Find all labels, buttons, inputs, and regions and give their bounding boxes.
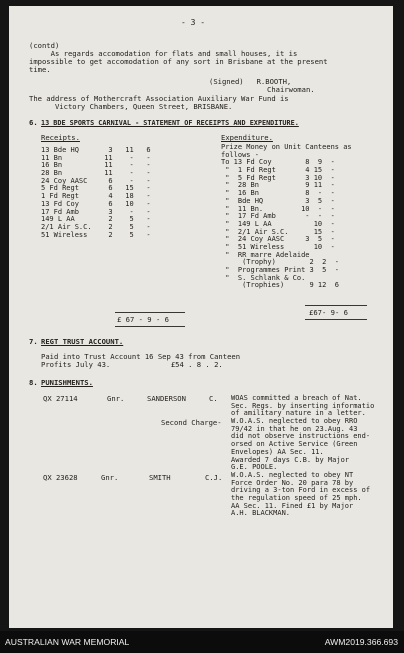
receipt-row: 13 Bde HQ 3 11 6 bbox=[41, 146, 151, 154]
receipt-row: 51 Wireless 2 5 - bbox=[41, 230, 151, 239]
expenditure-row: " 149 L AA 10 - bbox=[221, 219, 335, 228]
expenditure-row: " 16 Bn 8 - - bbox=[221, 189, 335, 198]
expenditure-row: " 2/1 Air S.C. 15 - bbox=[221, 227, 335, 236]
service-number: QX 27114 bbox=[43, 394, 78, 403]
charge-line: driving a 3-ton Ford in excess of bbox=[231, 486, 371, 495]
receipt-row: 16 Bn 11 - - bbox=[41, 161, 151, 170]
section-7-title: REGT TRUST ACCOUNT. bbox=[41, 337, 124, 346]
receipt-row: 5 Fd Regt 6 15 - bbox=[41, 184, 151, 193]
receipt-row: 11 Bn 11 - - bbox=[41, 153, 151, 162]
charge-line: AA Sec. 11. Fined £1 by Major bbox=[231, 501, 354, 510]
receipt-row: 28 Bn 11 - - bbox=[41, 169, 151, 178]
expenditure-row: To 13 Fd Coy 8 9 - bbox=[221, 158, 335, 167]
section-6-title: 13 BDE SPORTS CARNIVAL - STATEMENT OF RECEIPTS AND EXPENDITURE. bbox=[41, 119, 299, 127]
expenditure-row: " RR marre Adelaide bbox=[221, 250, 310, 259]
footer-accession-number: AWM2019.366.693 bbox=[324, 637, 398, 647]
section-7-number: 7. bbox=[29, 337, 38, 346]
address-line-2: Victory Chambers, Queen Street, BRISBANE. bbox=[29, 102, 233, 111]
expenditure-row: (Trophy) 2 2 - bbox=[221, 258, 340, 267]
address-line-1: The address of Mothercraft Association Auxiliary War Fund is bbox=[29, 94, 289, 103]
document-page bbox=[9, 6, 393, 628]
expenditure-row: " 51 Wireless 10 - bbox=[221, 242, 335, 251]
section-8-title: PUNISHMENTS. bbox=[41, 378, 93, 387]
expenditure-row: " 28 Bn 9 11 - bbox=[221, 181, 335, 190]
section-6-number: 6. bbox=[29, 118, 38, 127]
expenditure-row: " Programmes Print 3 5 - bbox=[221, 266, 340, 274]
initials: C. bbox=[209, 394, 218, 403]
receipt-row: 24 Coy AASC 6 - - bbox=[41, 176, 151, 185]
expenditure-row: " 24 Coy AASC 3 5 - bbox=[221, 235, 335, 244]
paragraph-line-1: As regards accomodation for flats and small houses, it is bbox=[29, 49, 298, 58]
receipts-rule-bottom bbox=[115, 326, 185, 327]
expenditure-rule-bottom bbox=[305, 319, 367, 320]
footer-credit: AUSTRALIAN WAR MEMORIAL bbox=[5, 637, 130, 647]
receipts-list bbox=[41, 147, 151, 239]
surname: SMITH bbox=[149, 473, 171, 482]
page-number: - 3 - bbox=[181, 18, 206, 27]
receipts-total: £ 67 - 9 - 6 bbox=[117, 315, 169, 324]
charge-line: did not observe instructions end- bbox=[231, 432, 371, 441]
receipt-row: 1 Fd Regt 4 18 - bbox=[41, 192, 151, 201]
charge-line: 79/42 in that he on 23.Aug. 43 bbox=[231, 424, 358, 433]
charge-line: Envelopes) AA Sec. 11. bbox=[231, 447, 324, 456]
receipt-row: 13 Fd Coy 6 10 - bbox=[41, 199, 151, 208]
charge-line: W.O.A.S. neglected to obey RRO bbox=[231, 417, 358, 426]
expenditure-row: " 17 Fd Amb - - - bbox=[221, 212, 335, 221]
receipts-rule-top bbox=[115, 312, 185, 313]
receipt-row: 2/1 Air S.C. 2 5 - bbox=[41, 222, 151, 231]
charge-line: A.H. BLACKMAN. bbox=[231, 509, 291, 518]
charge-line: WOAS committed a breach of Nat. bbox=[231, 394, 362, 402]
footer-bar bbox=[0, 631, 404, 653]
paragraph-line-3: time. bbox=[29, 65, 51, 74]
receipts-heading: Receipts. bbox=[41, 133, 80, 142]
receipt-row: 149 L AA 2 5 - bbox=[41, 215, 151, 224]
receipt-row: 17 Fd Amb 3 - - bbox=[41, 207, 151, 216]
rank: Gnr. bbox=[107, 394, 125, 403]
rank: Gnr. bbox=[101, 473, 119, 482]
surname: SANDERSON bbox=[147, 394, 186, 403]
charge-line: of amilitary nature in a letter. bbox=[231, 409, 366, 418]
section-8-number: 8. bbox=[29, 378, 38, 387]
charge-line: W.O.A.S. neglected to obey NT bbox=[231, 471, 354, 479]
section-7-line-1: Paid into Trust Account 16 Sep 43 from Canteen bbox=[41, 352, 241, 361]
expenditure-total: £67- 9- 6 bbox=[309, 308, 348, 317]
charge-label: Second Charge- bbox=[161, 418, 222, 427]
contd-label: (contd) bbox=[29, 41, 60, 50]
service-number: QX 23628 bbox=[43, 473, 78, 482]
signature-title: Chairwoman. bbox=[267, 85, 315, 94]
expenditure-row: " 11 Bn. 10 - - bbox=[221, 204, 335, 213]
expenditure-rule-top bbox=[305, 305, 367, 306]
expenditure-row: " 5 Fd Regt 3 10 - bbox=[221, 173, 335, 182]
expenditure-row: Prize Money on Unit Canteens as bbox=[221, 143, 352, 151]
expenditure-list bbox=[221, 144, 352, 290]
charge-line: orsed on Active Service (Green bbox=[231, 440, 358, 449]
charge-line: G.E. POOLE. bbox=[231, 463, 278, 472]
signature-line: (Signed) R.BOOTH, bbox=[209, 77, 292, 86]
section-7-line-2: Profits July 43. £54 . 8 . 2. bbox=[41, 360, 223, 369]
charge-line: Awarded 7 days C.B. by Major bbox=[231, 455, 350, 464]
paragraph-line-2: impossible to get accomodation of any sort in Brisbane at the present bbox=[29, 57, 328, 66]
expenditure-row: " S. Schlank & Co. bbox=[221, 273, 306, 282]
charge-details bbox=[231, 472, 370, 518]
expenditure-row: (Trophies) 9 12 6 bbox=[221, 281, 340, 290]
charge-line: Sec. Regs. by inserting informatio bbox=[231, 401, 375, 410]
initials: C.J. bbox=[205, 473, 223, 482]
expenditure-row: " 1 Fd Regt 4 15 - bbox=[221, 166, 335, 175]
expenditure-row: " Bde HQ 3 5 - bbox=[221, 196, 335, 205]
charge-line: Force Order No. 20 para 78 by bbox=[231, 478, 354, 487]
expenditure-heading: Expenditure. bbox=[221, 133, 273, 142]
charge-line: the regulation speed of 25 mph. bbox=[231, 494, 362, 503]
charge-details bbox=[231, 395, 374, 472]
expenditure-row: follows - bbox=[221, 150, 259, 159]
